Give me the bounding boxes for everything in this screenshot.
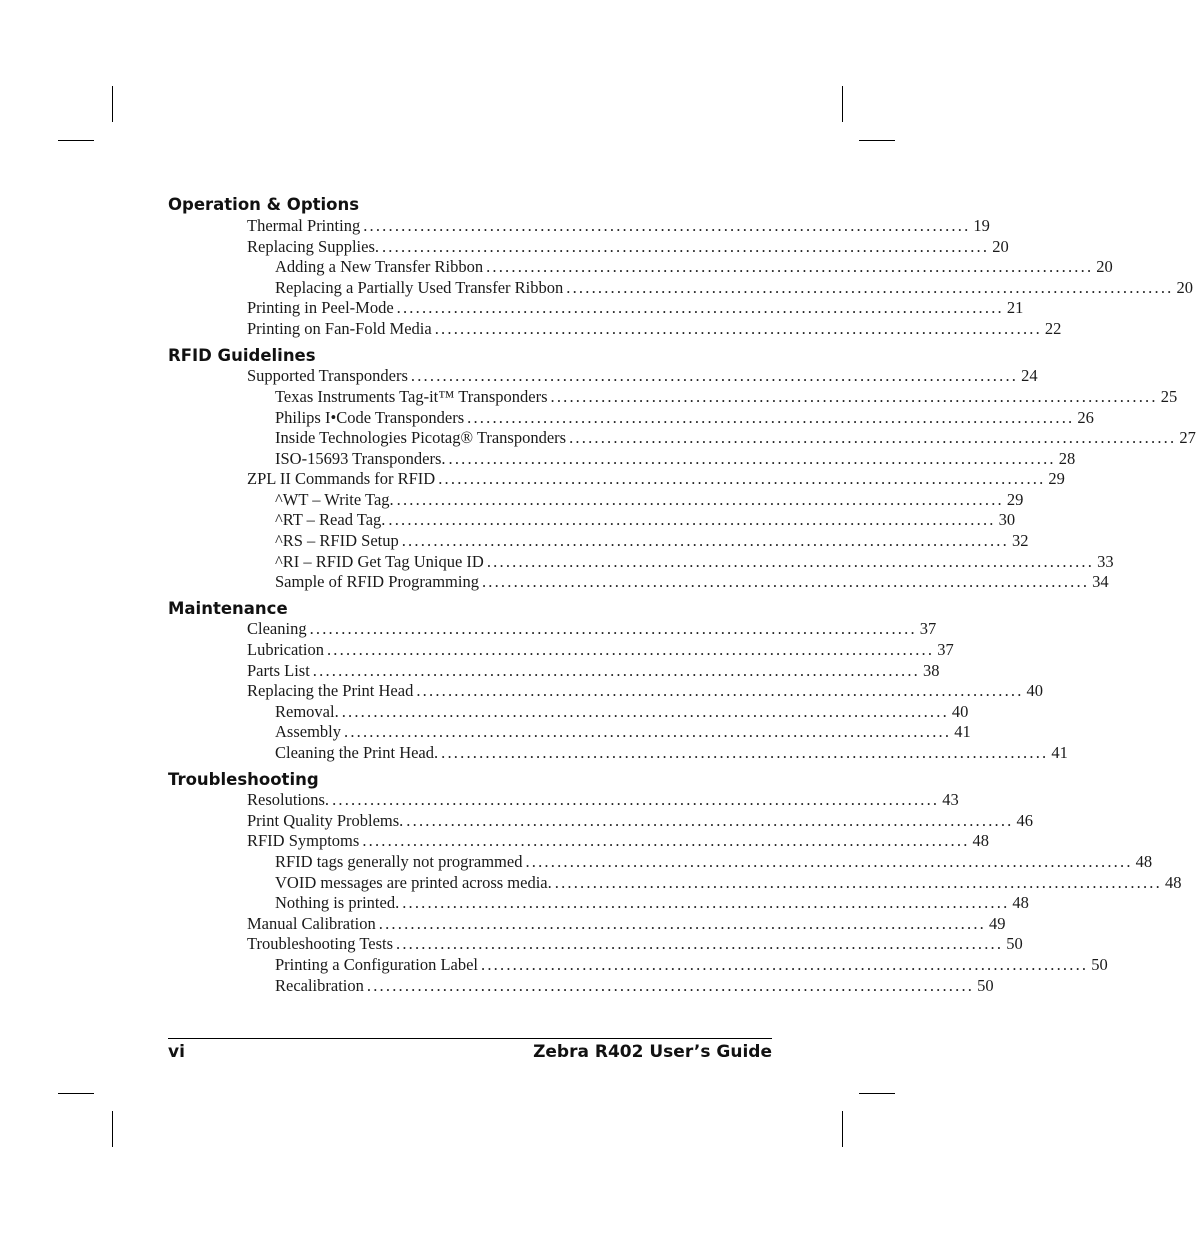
crop-mark xyxy=(842,86,843,122)
toc-entry[interactable]: Sample of RFID Programming ................................................................................................ 34 xyxy=(275,572,1109,591)
section-title: Troubleshooting xyxy=(168,770,319,789)
crop-mark xyxy=(859,1093,895,1094)
crop-mark xyxy=(112,86,113,122)
toc-entry[interactable]: Assembly ................................................................................................ 41 xyxy=(275,722,971,741)
toc-entry[interactable]: Parts List ................................................................................................ 38 xyxy=(247,661,940,680)
toc-entry[interactable]: Removal. ................................................................................................ 40 xyxy=(275,702,969,721)
toc-entry[interactable]: ^RI – RFID Get Tag Unique ID ................................................................................................ 33 xyxy=(275,552,1114,571)
toc-entry[interactable]: ^RT – Read Tag. ................................................................................................ 30 xyxy=(275,510,1016,529)
section-title: Operation & Options xyxy=(168,195,360,214)
crop-mark xyxy=(859,140,895,141)
toc-entry[interactable]: ZPL II Commands for RFID ................................................................................................ 29 xyxy=(247,469,1065,488)
toc-entry[interactable]: Manual Calibration ................................................................................................ 49 xyxy=(247,914,1006,933)
toc-entry[interactable]: Printing a Configuration Label ................................................................................................ 50 xyxy=(275,955,1108,974)
toc-entry[interactable]: Philips I•Code Transponders ................................................................................................ 26 xyxy=(275,408,1094,427)
toc-entry[interactable]: Recalibration ................................................................................................ 50 xyxy=(275,976,994,995)
toc-entry[interactable]: Resolutions. ................................................................................................ 43 xyxy=(247,790,959,809)
footer-page-number: vi xyxy=(168,1042,185,1062)
toc-entry[interactable]: RFID Symptoms ................................................................................................ 48 xyxy=(247,831,990,850)
footer-book-title: Zebra R402 User’s Guide xyxy=(533,1042,772,1062)
toc-entry[interactable]: Replacing Supplies. ................................................................................................ 20 xyxy=(247,237,1009,256)
toc-entry[interactable]: Troubleshooting Tests ................................................................................................ 50 xyxy=(247,934,1023,953)
toc-entry[interactable]: Cleaning the Print Head. ................................................................................................ 41 xyxy=(275,743,1068,762)
crop-mark xyxy=(58,1093,94,1094)
toc-entry[interactable]: Print Quality Problems. ................................................................................................ 46 xyxy=(247,811,1033,830)
toc-entry[interactable]: Nothing is printed. ................................................................................................ 48 xyxy=(275,893,1029,912)
toc-entry[interactable]: Texas Instruments Tag-it™ Transponders ................................................................................................ 25 xyxy=(275,387,1178,406)
toc-entry[interactable]: Printing on Fan-Fold Media ................................................................................................ 22 xyxy=(247,319,1062,338)
toc-entry[interactable]: ISO-15693 Transponders. ................................................................................................ 28 xyxy=(275,449,1076,468)
toc-entry[interactable]: Inside Technologies Picotag® Transponders ................................................................................................ 27 xyxy=(275,428,1196,447)
toc-entry[interactable]: ^RS – RFID Setup ................................................................................................ 32 xyxy=(275,531,1029,550)
toc-entry[interactable]: VOID messages are printed across media. ................................................................................................ 48 xyxy=(275,873,1182,892)
toc-entry[interactable]: Replacing the Print Head ................................................................................................ 40 xyxy=(247,681,1044,700)
crop-mark xyxy=(58,140,94,141)
toc-entry[interactable]: RFID tags generally not programmed ................................................................................................ 48 xyxy=(275,852,1153,871)
toc-entry[interactable]: Supported Transponders ................................................................................................ 24 xyxy=(247,366,1038,385)
section-title: RFID Guidelines xyxy=(168,346,316,365)
toc-entry[interactable]: Replacing a Partially Used Transfer Ribbon ................................................................................................ 20 xyxy=(275,278,1193,297)
crop-mark xyxy=(842,1111,843,1147)
toc-entry[interactable]: Printing in Peel-Mode ................................................................................................ 21 xyxy=(247,298,1024,317)
toc-entry[interactable]: Thermal Printing ................................................................................................ 19 xyxy=(247,216,990,235)
toc-entry[interactable]: Adding a New Transfer Ribbon ................................................................................................ 20 xyxy=(275,257,1113,276)
toc-entry[interactable]: Lubrication ................................................................................................ 37 xyxy=(247,640,954,659)
footer-rule xyxy=(168,1038,772,1039)
crop-mark xyxy=(112,1111,113,1147)
toc-entry[interactable]: ^WT – Write Tag. ................................................................................................ 29 xyxy=(275,490,1024,509)
section-title: Maintenance xyxy=(168,599,288,618)
toc-entry[interactable]: Cleaning ................................................................................................ 37 xyxy=(247,619,937,638)
